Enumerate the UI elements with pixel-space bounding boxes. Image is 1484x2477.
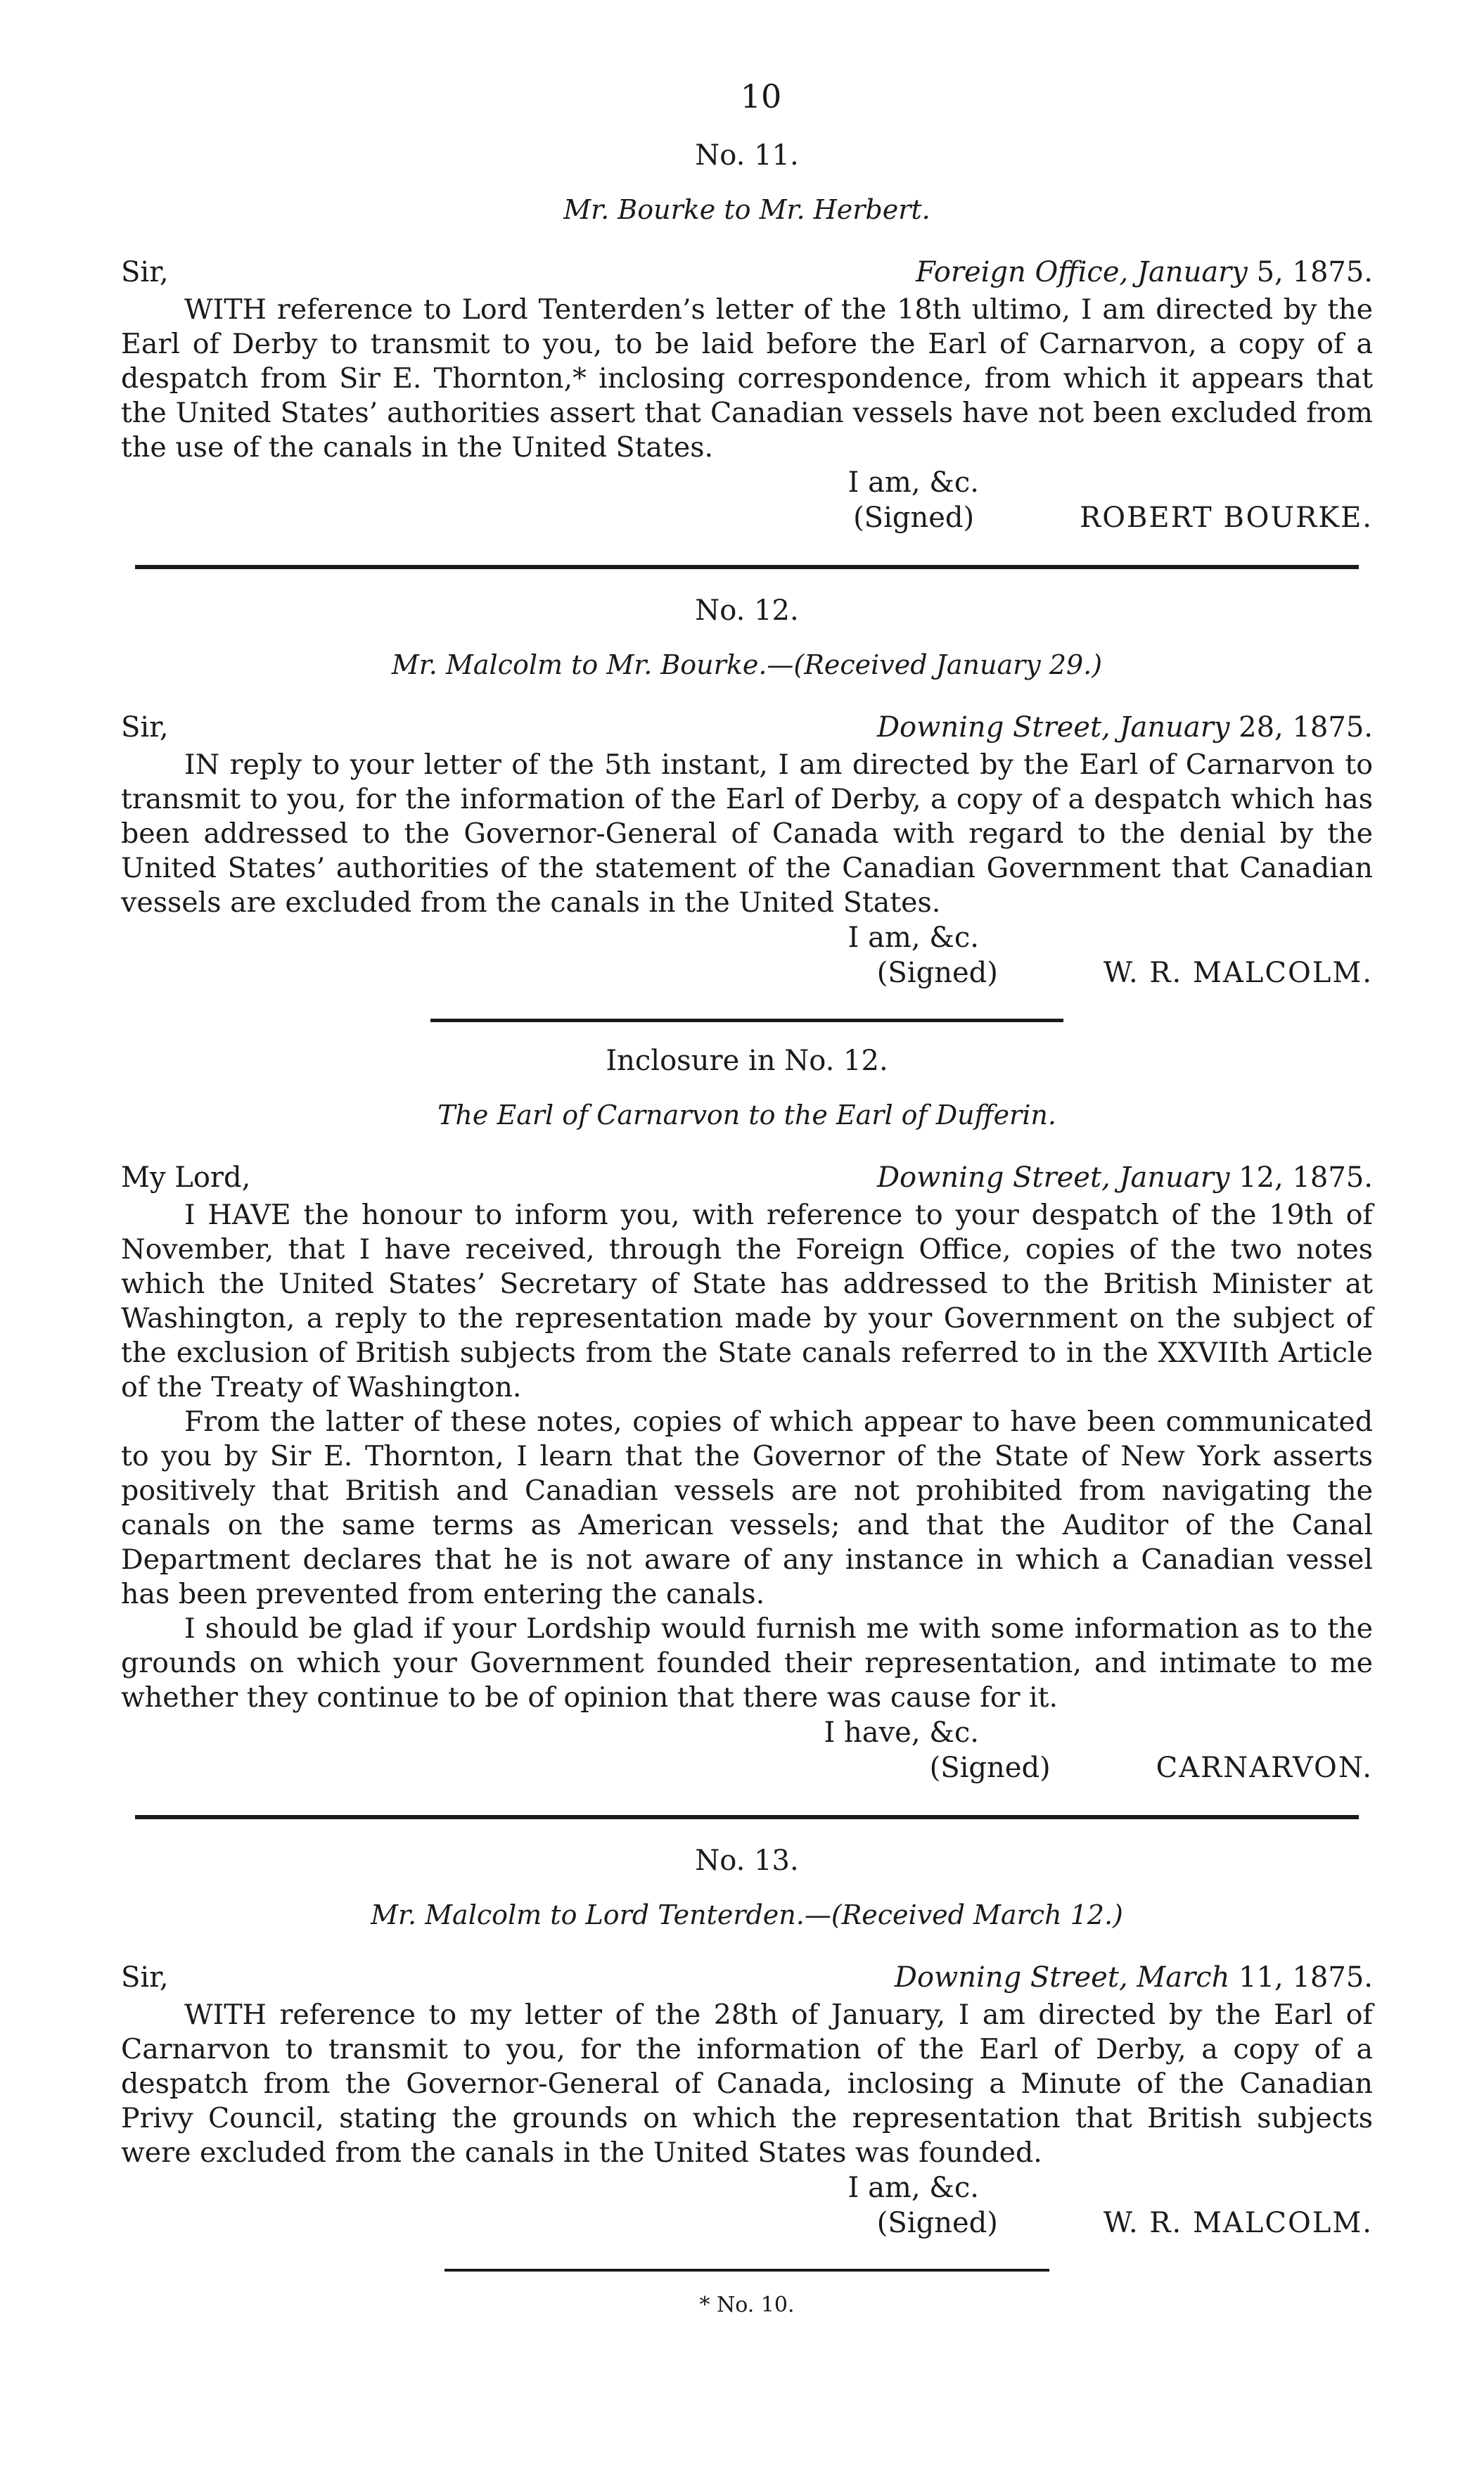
dateline [916,256,1373,293]
section-number: No. 11. [695,139,799,172]
dateline-place: Downing Street, March [894,1961,1230,1994]
dateline-place: Downing Street, January [876,1161,1230,1194]
section-no-12 [121,594,1373,991]
salutation-line [121,256,1373,293]
paragraph: WITH reference to Lord Tenterden’s letter of the 18th ultimo, I am directed by the Earl of Derby to transmit to you, to be laid before the Earl of Carnarvon, a copy of a despatch from Sir E. Thornton,* inclosing correspondence, from which it appears that the United States’ authorities assert that Canadian vessels have not been excluded from the use of the canals in the United States. [121,293,1373,464]
closing: I have, &c. [824,1717,979,1749]
salutation: Sir, [121,1961,169,1994]
letter-body [121,1998,1373,2170]
salutation: Sir, [121,711,169,744]
signatory: ROBERT BOURKE. [1080,502,1373,534]
salutation: Sir, [121,256,169,288]
dateline [895,1961,1373,1998]
footnote: * No. 10. [699,2293,795,2317]
dateline-place: Foreign Office, January [916,256,1248,288]
closing: I am, &c. [847,922,979,954]
paragraph: I HAVE the honour to inform you, with reference to your despatch of the 19th of November, that I have received, through the Foreign Office, copies of the two notes which the United States’ Secretary of State has addressed to the British Minister at Washington, a reply to the representation made by your Government on the subject of the exclusion of British subjects from the State canals referred to in the XXVIIth Article of the Treaty of Washington. [121,1199,1373,1403]
dateline-date: 28, 1875. [1239,711,1373,744]
signatory: W. R. MALCOLM. [1103,957,1373,989]
section-no-13 [121,1845,1373,2241]
dateline-place: Downing Street, January [876,711,1230,744]
section-heading: The Earl of Carnarvon to the Earl of Dufferin. [437,1100,1056,1131]
paragraph: From the latter of these notes, copies of which appear to have been communicated to you by Sir E. Thornton, I learn that the Governor of the State of New York asserts positively that British and Canadian vessels are not prohibited from navigating the canals on the same terms as American vessels; and that the Auditor of the Canal Department declares that he is not aware of any instance in which a Canadian vessel has been prevented from entering the canals. [121,1406,1373,1610]
paragraph: IN reply to your letter of the 5th instant, I am directed by the Earl of Carnarvon to transmit to you, for the information of the Earl of Derby, a copy of a despatch which has been addressed to the Governor-General of Canada with regard to the denial by the United States’ authorities of the statement of the Canadian Government that Canadian vessels are excluded from the canals in the United States. [121,749,1373,919]
closing: I am, &c. [847,2172,979,2204]
section-divider [135,565,1359,569]
signatory: W. R. MALCOLM. [1103,2207,1373,2239]
section-divider [135,1815,1359,1819]
dateline [877,1161,1373,1198]
salutation: My Lord, [121,1161,251,1194]
dateline-date: 5, 1875. [1256,256,1373,288]
salutation-line [121,711,1373,748]
section-heading: Mr. Malcolm to Mr. Bourke.—(Received January 29.) [391,649,1103,680]
salutation-line [121,1961,1373,1998]
dateline [877,711,1373,748]
signed-label: (Signed) [929,1752,1051,1784]
section-heading: Mr. Malcolm to Lord Tenterden.—(Received March 12.) [371,1899,1123,1930]
section-no-11 [121,139,1373,535]
document-page [121,77,1373,2317]
paragraph: WITH reference to my letter of the 28th of January, I am directed by the Earl of Carnarvon to transmit to you, for the information of the Earl of Derby, a copy of a despatch from the Governor-General of Canada, inclosing a Minute of the Canadian Privy Council, stating the grounds on which the representation that British subjects were excluded from the canals in the United States was founded. [121,1999,1373,2169]
signature-line [121,1750,1373,1785]
inclosure-no-12 [121,1045,1373,1785]
paragraph: I should be glad if your Lordship would furnish me with some information as to the grounds on which your Government founded their representation, and intimate to me whether they continue to be of opinion that there was cause for it. [121,1612,1373,1714]
letter-body [121,1198,1373,1715]
section-number: No. 12. [695,594,799,627]
letter-body [121,748,1373,920]
section-heading: Mr. Bourke to Mr. Herbert. [563,194,930,225]
section-number: Inclosure in No. 12. [606,1045,888,1077]
dateline-date: 11, 1875. [1239,1961,1373,1994]
signed-label: (Signed) [876,957,998,989]
dateline-date: 12, 1875. [1239,1161,1373,1194]
signed-label: (Signed) [853,502,975,534]
letter-body [121,293,1373,465]
section-number: No. 13. [695,1845,799,1877]
inclosure-divider [430,1019,1063,1022]
closing: I am, &c. [847,466,979,499]
signature-line [121,500,1373,535]
signature-line [121,2205,1373,2241]
footnote-divider [444,2269,1049,2272]
signature-line [121,955,1373,991]
salutation-line [121,1161,1373,1198]
signed-label: (Signed) [876,2207,998,2239]
page-number: 10 [740,77,782,115]
signatory: CARNARVON. [1156,1752,1373,1784]
